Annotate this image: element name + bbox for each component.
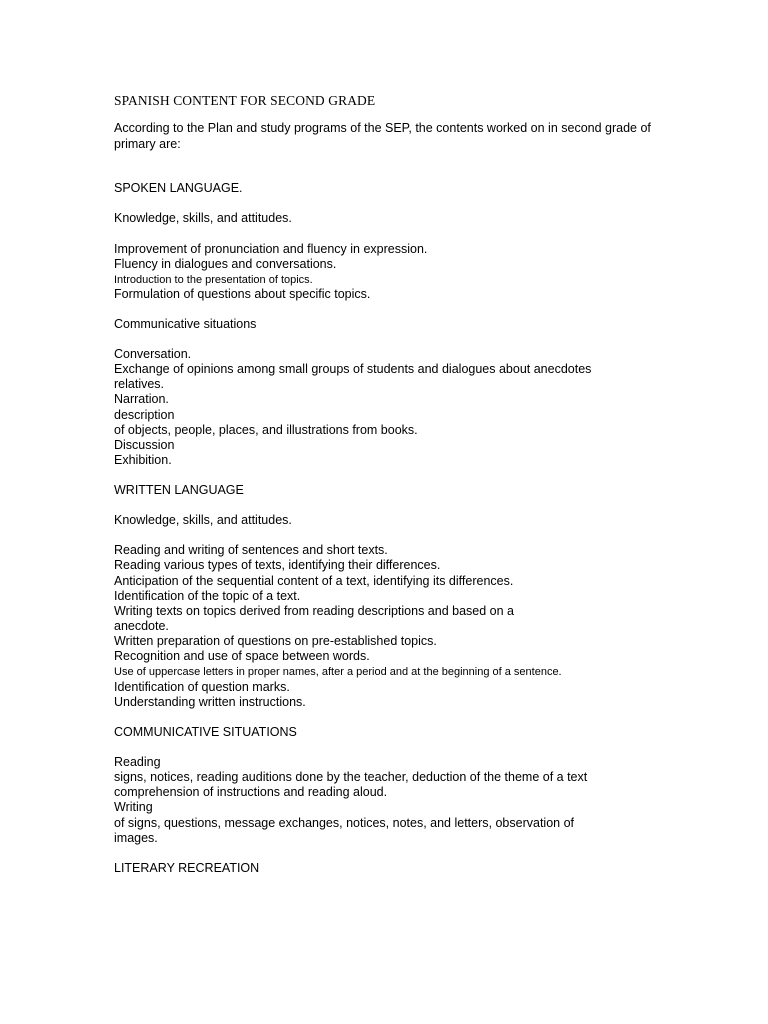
written-item: Identification of the topic of a text. [114, 589, 301, 603]
written-item: Writing texts on topics derived from reading descriptions and based on a [114, 604, 514, 618]
communicative-line: of signs, questions, message exchanges, notices, notes, and letters, observation of [114, 816, 574, 830]
spoken-knowledge-line: Knowledge, skills, and attitudes. [114, 211, 292, 225]
communicative-situations-heading: COMMUNICATIVE SITUATIONS [114, 725, 297, 739]
spoken-situation-line: Conversation. [114, 347, 192, 361]
written-item: Use of uppercase letters in proper names, after a period and at the beginning of a sentence. [114, 666, 562, 678]
spoken-situation-line: relatives. [114, 377, 165, 391]
spoken-situation-line: description [114, 408, 175, 422]
spoken-item: Improvement of pronunciation and fluency in expression. [114, 242, 428, 256]
written-item: Reading and writing of sentences and short texts. [114, 543, 388, 557]
written-item: anecdote. [114, 619, 169, 633]
spoken-situation-line: Exchange of opinions among small groups of students and dialogues about anecdotes [114, 362, 592, 376]
intro-paragraph: According to the Plan and study programs of the SEP, the contents worked on in second grade of primary are: [114, 121, 651, 151]
written-item: Written preparation of questions on pre-established topics. [114, 634, 437, 648]
written-item: Understanding written instructions. [114, 695, 306, 709]
communicative-line: images. [114, 831, 158, 845]
spoken-situation-line: Discussion [114, 438, 175, 452]
communicative-line: Reading [114, 755, 161, 769]
spoken-item: Formulation of questions about specific topics. [114, 287, 371, 301]
communicative-line: comprehension of instructions and reading aloud. [114, 785, 388, 799]
written-item: Recognition and use of space between words. [114, 649, 370, 663]
written-item: Identification of question marks. [114, 680, 290, 694]
document-title: SPANISH CONTENT FOR SECOND GRADE [114, 93, 376, 108]
written-language-heading: WRITTEN LANGUAGE [114, 483, 244, 497]
spoken-situation-line: Narration. [114, 392, 169, 406]
written-item: Reading various types of texts, identifying their differences. [114, 558, 441, 572]
written-item: Anticipation of the sequential content of a text, identifying its differences. [114, 574, 514, 588]
spoken-situation-line: of objects, people, places, and illustrations from books. [114, 423, 418, 437]
spoken-language-heading: SPOKEN LANGUAGE. [114, 181, 243, 195]
spoken-item: Fluency in dialogues and conversations. [114, 257, 337, 271]
literary-recreation-heading: LITERARY RECREATION [114, 861, 260, 875]
communicative-line: signs, notices, reading auditions done by the teacher, deduction of the theme of a text [114, 770, 588, 784]
spoken-situations-heading: Communicative situations [114, 317, 257, 331]
written-knowledge-line: Knowledge, skills, and attitudes. [114, 513, 292, 527]
spoken-item: Introduction to the presentation of topics. [114, 274, 313, 286]
communicative-line: Writing [114, 800, 153, 814]
spoken-situation-line: Exhibition. [114, 453, 172, 467]
